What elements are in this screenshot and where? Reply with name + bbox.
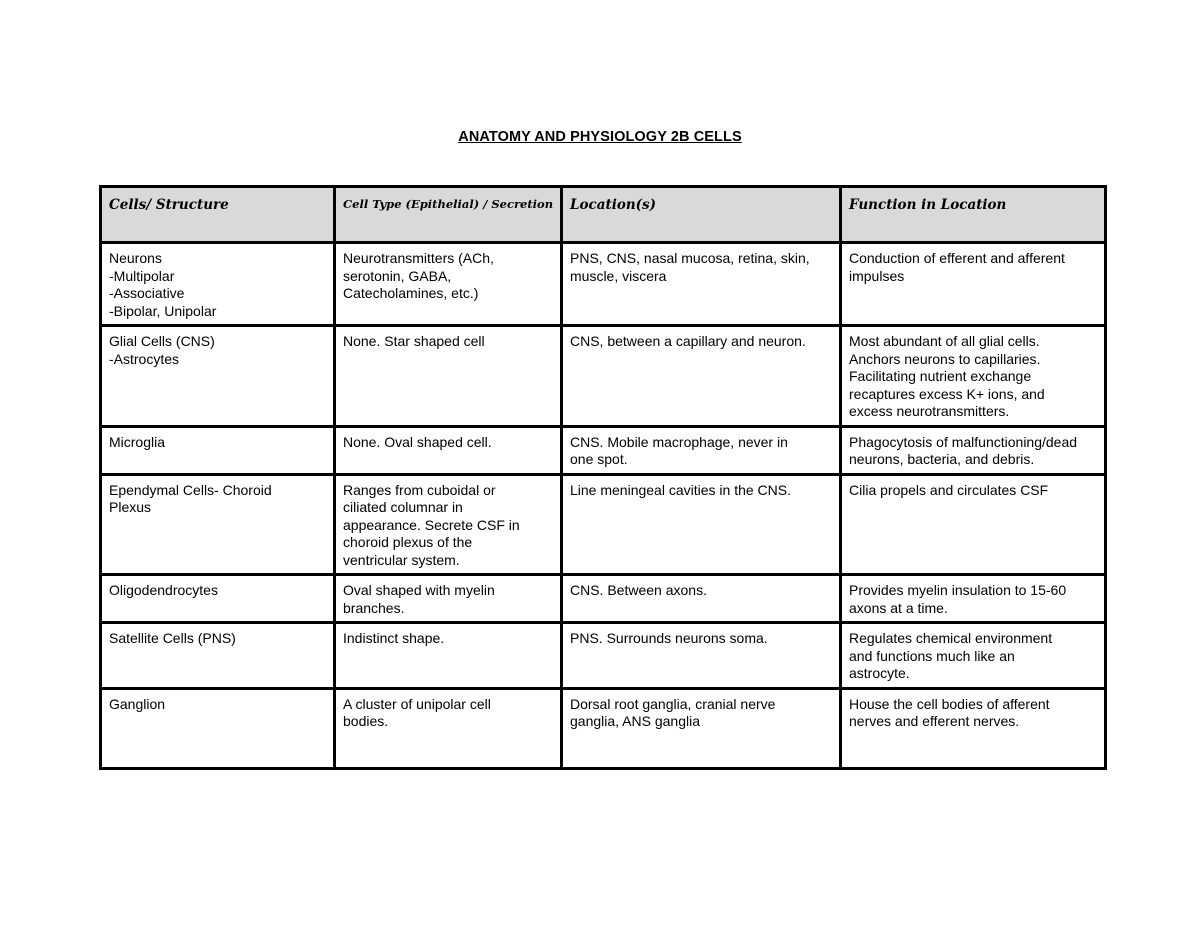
cell-structure: Neurons -Multipolar -Associative -Bipolar, Unipolar — [101, 243, 335, 326]
cells-table — [99, 185, 1107, 770]
column-header-cells-structure: Cells/ Structure — [101, 187, 335, 243]
column-header-location: Location(s) — [562, 187, 841, 243]
cell-structure: Microglia — [101, 426, 335, 474]
cell-function: Phagocytosis of malfunctioning/dead neurons, bacteria, and debris. — [841, 426, 1106, 474]
cell-location: CNS, between a capillary and neuron. — [562, 326, 841, 427]
cell-location: Dorsal root ganglia, cranial nerve ganglia, ANS ganglia — [562, 688, 841, 768]
column-header-function: Function in Location — [841, 187, 1106, 243]
cell-function: Provides myelin insulation to 15-60 axons at a time. — [841, 575, 1106, 623]
cell-type-secretion: A cluster of unipolar cell bodies. — [335, 688, 562, 768]
cell-structure: Ganglion — [101, 688, 335, 768]
cell-structure: Satellite Cells (PNS) — [101, 623, 335, 689]
column-header-cell-type: Cell Type (Epithelial) / Secretion — [335, 187, 562, 243]
cell-function: Conduction of efferent and afferent impulses — [841, 243, 1106, 326]
cell-function: Most abundant of all glial cells. Anchors neurons to capillaries. Facilitating nutrient exchange recaptures excess K+ ions, and excess neurotransmitters. — [841, 326, 1106, 427]
table-row — [101, 426, 1106, 474]
table-row — [101, 688, 1106, 768]
table-row — [101, 575, 1106, 623]
table-header-row — [101, 187, 1106, 243]
cell-location: CNS. Mobile macrophage, never in one spot. — [562, 426, 841, 474]
cell-type-secretion: Ranges from cuboidal or ciliated columnar in appearance. Secrete CSF in choroid plexus of the ventricular system. — [335, 474, 562, 575]
table-row — [101, 474, 1106, 575]
table-row — [101, 243, 1106, 326]
table-row — [101, 623, 1106, 689]
cell-type-secretion: Neurotransmitters (ACh, serotonin, GABA, Catecholamines, etc.) — [335, 243, 562, 326]
cell-structure: Oligodendrocytes — [101, 575, 335, 623]
cell-location: Line meningeal cavities in the CNS. — [562, 474, 841, 575]
cell-function: Cilia propels and circulates CSF — [841, 474, 1106, 575]
cell-structure: Ependymal Cells- Choroid Plexus — [101, 474, 335, 575]
cell-location: PNS. Surrounds neurons soma. — [562, 623, 841, 689]
cell-type-secretion: Indistinct shape. — [335, 623, 562, 689]
cell-location: PNS, CNS, nasal mucosa, retina, skin, muscle, viscera — [562, 243, 841, 326]
document-title: ANATOMY AND PHYSIOLOGY 2B CELLS — [458, 129, 742, 145]
cell-location: CNS. Between axons. — [562, 575, 841, 623]
cell-type-secretion: Oval shaped with myelin branches. — [335, 575, 562, 623]
table-row — [101, 326, 1106, 427]
cell-structure: Glial Cells (CNS) -Astrocytes — [101, 326, 335, 427]
cell-function: Regulates chemical environment and functions much like an astrocyte. — [841, 623, 1106, 689]
cell-type-secretion: None. Oval shaped cell. — [335, 426, 562, 474]
cell-type-secretion: None. Star shaped cell — [335, 326, 562, 427]
cell-function: House the cell bodies of afferent nerves and efferent nerves. — [841, 688, 1106, 768]
